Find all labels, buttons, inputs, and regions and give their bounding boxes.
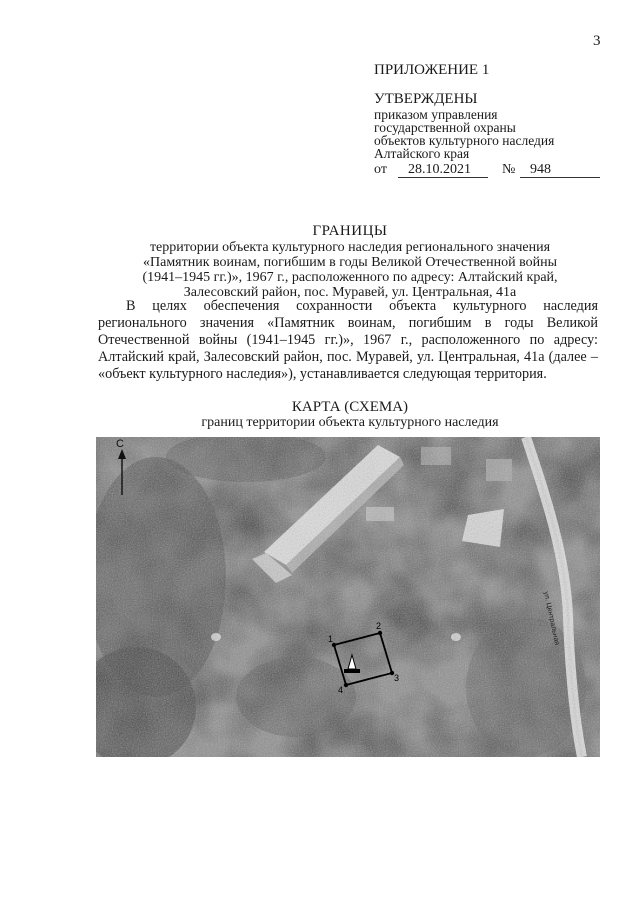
page-number: 3 [593, 33, 601, 49]
satellite-map [96, 437, 600, 757]
map-heading: КАРТА (СХЕМА) [291, 399, 409, 415]
point-label: 3 [394, 673, 400, 683]
north-label: С [116, 438, 124, 450]
title-line: «Памятник воинам, погибшим в годы Великой Отечественной войны [143, 255, 557, 270]
approval-line: государственной охраны [374, 120, 516, 135]
appendix-label: ПРИЛОЖЕНИЕ 1 [374, 62, 490, 78]
title-heading: ГРАНИЦЫ [312, 223, 388, 239]
approval-line: приказом управления [374, 107, 498, 122]
point-label: 2 [376, 621, 382, 631]
approved-label: УТВЕРЖДЕНЫ [374, 91, 478, 107]
map-subtitle: границ территории объекта культурного наследия [201, 415, 499, 430]
body-text [98, 298, 598, 383]
map-title [80, 399, 620, 430]
approval-line: объектов культурного наследия [374, 133, 555, 148]
order-number: 948 [530, 162, 551, 177]
monument-base [344, 669, 360, 673]
date-underline [398, 177, 488, 178]
title-line: Залесовский район, пос. Муравей, ул. Центральная, 41а [183, 285, 517, 300]
order-date: 28.10.2021 [408, 162, 471, 177]
title-line: территории объекта культурного наследия регионального значения [149, 240, 551, 255]
number-underline [520, 177, 600, 178]
point-label: 1 [328, 634, 334, 644]
title-line: (1941–1945 гг.)», 1967 г., расположенного по адресу: Алтайский край, [142, 270, 558, 285]
road-label: ул. Центральная [542, 590, 561, 646]
number-prefix: № [502, 162, 516, 177]
order-line [374, 162, 624, 180]
body-paragraph: В целях обеспечения сохранности объекта культурного наследия регионального значения «Памятник воинам, погибшим в годы Великой Отечественной войны (1941–1945 гг.)», 1967 г., расположенного по адресу: Алтайский край, Залесовский район, пос. Муравей, ул. Центральная, 41а (далее – «объект культурного наследия»), устанавливается следующая территория. [98, 298, 598, 382]
date-prefix: от [374, 162, 387, 177]
approval-line: Алтайского края [374, 146, 470, 161]
approval-block [374, 62, 624, 180]
boundary-point [378, 631, 382, 635]
boundary-point [344, 683, 348, 687]
document-title [80, 223, 620, 300]
point-label: 4 [338, 685, 344, 695]
